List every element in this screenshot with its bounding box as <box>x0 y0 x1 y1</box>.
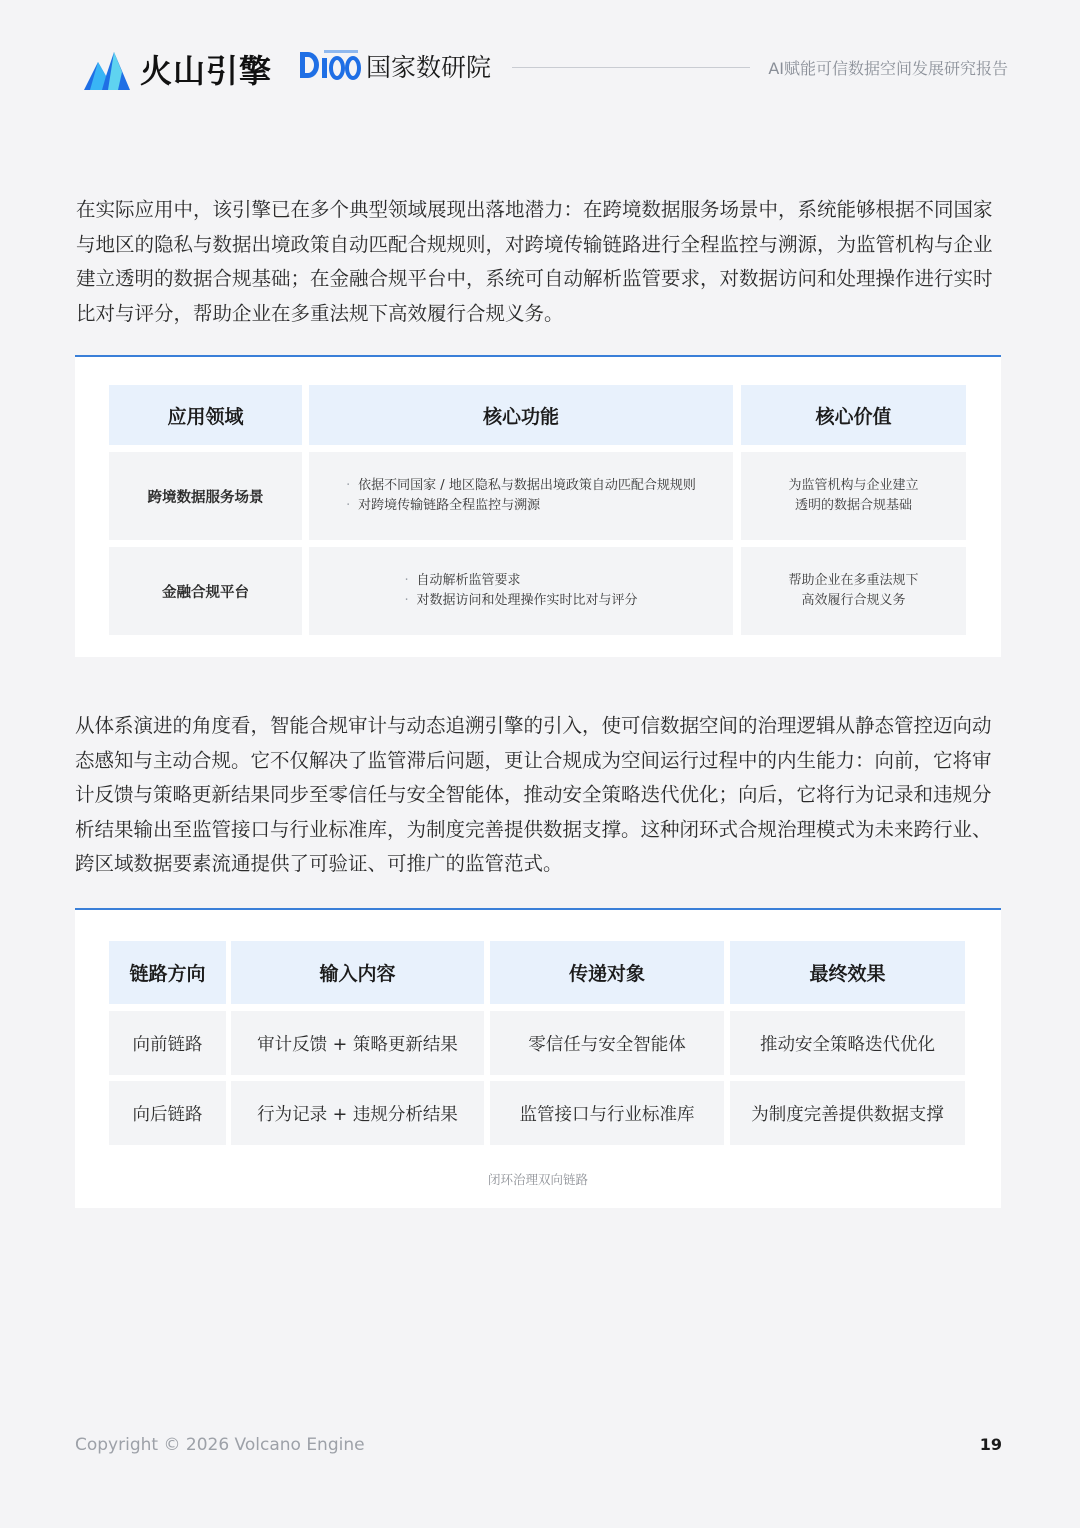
function-list <box>404 571 637 611</box>
body-paragraph-1: 在实际应用中，该引擎已在多个典型领域展现出落地潜力：在跨境数据服务场景中，系统能够根据不同国家与地区的隐私与数据出境政策自动匹配合规规则，对跨境传输链路进行全程监控与溯源，为监管机构与企业建立透明的数据合规基础；在金融合规平台中，系统可自动解析监管要求，对数据访问和处理操作进行实时比对与评分，帮助企业在多重法规下高效履行合规义务。 <box>76 198 993 325</box>
volcano-mountain-icon <box>84 48 130 90</box>
table-caption: 闭环治理双向链路 <box>487 1172 588 1187</box>
list-item: · 自动解析监管要求 <box>404 571 637 591</box>
table-header-cell: 核心价值 <box>741 385 966 445</box>
table-header-cell: 最终效果 <box>730 941 965 1004</box>
table-header-cell: 应用领域 <box>109 385 302 445</box>
table-header-cell: 传递对象 <box>490 941 724 1004</box>
table-row-label: 跨境数据服务场景 <box>109 452 302 540</box>
list-item: · 依据不同国家 / 地区隐私与数据出境政策自动匹配合规规则 <box>346 476 696 496</box>
list-item: · 对数据访问和处理操作实时比对与评分 <box>404 591 637 611</box>
table-cell: 为制度完善提供数据支撑 <box>730 1081 965 1145</box>
value-line: 帮助企业在多重法规下 <box>788 573 919 588</box>
table-row-label: 向前链路 <box>109 1011 226 1075</box>
table-cell-value <box>741 547 966 635</box>
table-row-label: 向后链路 <box>109 1081 226 1145</box>
table-cell-functions <box>309 547 733 635</box>
page-header <box>84 40 1008 96</box>
national-data-institute-logo <box>296 46 491 86</box>
application-domains-table <box>75 355 1001 657</box>
table-cell: 监管接口与行业标准库 <box>490 1081 724 1145</box>
function-list <box>346 476 696 516</box>
table-row-label: 金融合规平台 <box>109 547 302 635</box>
header-divider <box>512 67 750 68</box>
value-line: 高效履行合规义务 <box>801 593 906 608</box>
copyright-text: Copyright © 2026 Volcano Engine <box>75 1435 365 1455</box>
body-paragraph-2: 从体系演进的角度看，智能合规审计与动态追溯引擎的引入，使可信数据空间的治理逻辑从静态管控迈向动态感知与主动合规。它不仅解决了监管滞后问题，更让合规成为空间运行过程中的内生能力：向前，它将审计反馈与策略更新结果同步至零信任与安全智能体，推动安全策略迭代优化；向后，它将行为记录和违规分析结果输出至监管接口与行业标准库，为制度完善提供数据支撑。这种闭环式合规治理模式为未来跨行业、跨区域数据要素流通提供了可验证、可推广的监管范式。 <box>75 714 992 875</box>
bidirectional-chain-table <box>75 908 1001 1208</box>
brand-name: 火山引擎 <box>140 52 273 90</box>
d100-mark-icon <box>296 46 362 86</box>
value-line: 为监管机构与企业建立 <box>788 478 919 493</box>
table-cell: 行为记录 + 违规分析结果 <box>231 1081 484 1145</box>
table-cell: 零信任与安全智能体 <box>490 1011 724 1075</box>
table-header-cell: 链路方向 <box>109 941 226 1004</box>
table-cell-functions <box>309 452 733 540</box>
page-number: 19 <box>979 1435 1002 1454</box>
list-item: · 对跨境传输链路全程监控与溯源 <box>346 496 696 516</box>
partner-name: 国家数研院 <box>366 53 492 82</box>
table-header-cell: 核心功能 <box>309 385 733 445</box>
table-header-cell: 输入内容 <box>231 941 484 1004</box>
table-cell-value <box>741 452 966 540</box>
value-line: 透明的数据合规基础 <box>794 498 912 513</box>
table-cell: 推动安全策略迭代优化 <box>730 1011 965 1075</box>
report-title: AI赋能可信数据空间发展研究报告 <box>768 59 1008 78</box>
table-cell: 审计反馈 + 策略更新结果 <box>231 1011 484 1075</box>
volcano-engine-logo <box>84 46 272 92</box>
